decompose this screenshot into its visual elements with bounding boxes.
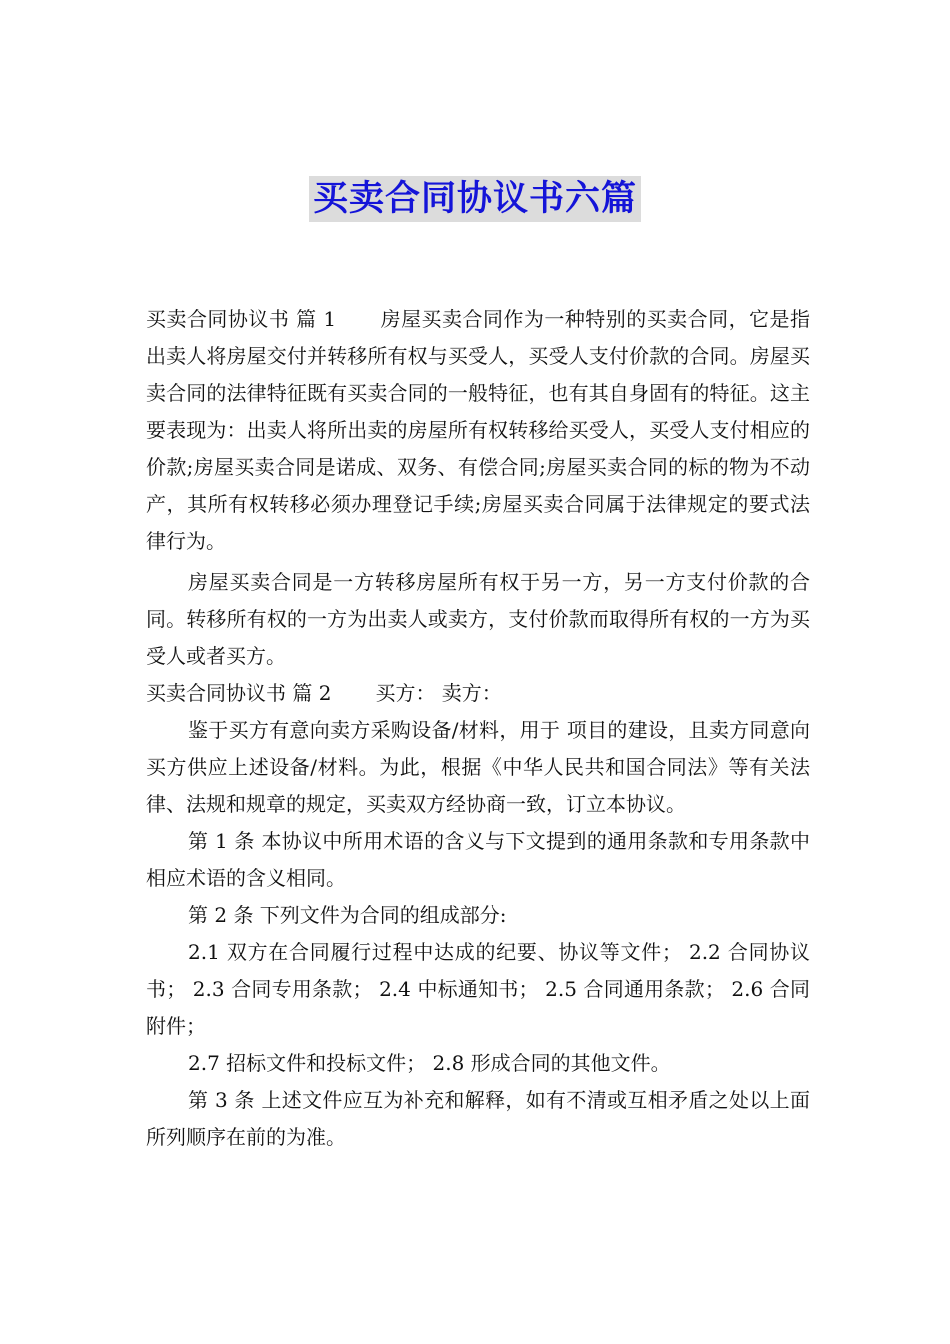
section-2-heading: 买卖合同协议书 篇 2 [146,681,332,705]
section-2-heading-line [146,675,810,712]
section-2-items-list-1: 2.1 双方在合同履行过程中达成的纪要、协议等文件； 2.2 合同协议书； 2.3 合同专用条款； 2.4 中标通知书； 2.5 合同通用条款； 2.6 合同附件； [146,940,810,1038]
section-1-heading: 买卖合同协议书 篇 1 [146,307,337,331]
section-2-paragraph-1: 鉴于买方有意向卖方采购设备/材料，用于 项目的建设，且卖方同意向买方供应上述设备/材料。为此，根据《中华人民共和国合同法》等有关法律、法规和规章的规定，买卖双方经协商一致，订立本协议。 [146,718,810,816]
section-1-paragraph-2: 房屋买卖合同是一方转移房屋所有权于另一方，另一方支付价款的合同。转移所有权的一方为出卖人或卖方，支付价款而取得所有权的一方为买受人或者买方。 [146,570,810,668]
section-2-article-1: 第 1 条 本协议中所用术语的含义与下文提到的通用条款和专用条款中相应术语的含义相同。 [146,829,810,890]
section-1-lead-text: 房屋买卖合同作为一种特别的买卖合同，它是指出卖人将房屋交付并转移所有权与买受人，买受人支付价款的合同。房屋买卖合同的法律特征既有买卖合同的一般特征，也有其自身固有的特征。这主要表现为：出卖人将所出卖的房屋所有权转移给买受人，买受人支付相应的价款;房屋买卖合同是诺成、双务、有偿合同;房屋买卖合同的标的物为不动产，其所有权转移必须办理登记手续;房屋买卖合同属于法律规定的要式法律行为。 [146,307,810,553]
title-container [0,176,950,222]
document-title: 买卖合同协议书六篇 [309,176,641,222]
section-2-article-2: 第 2 条 下列文件为合同的组成部分: [188,903,507,927]
section-1-paragraph-1 [146,301,810,560]
section-2-article-3: 第 3 条 上述文件应互为补充和解释，如有不清或互相矛盾之处以上面所列顺序在前的为准。 [146,1088,810,1149]
section-2-items-list-2: 2.7 招标文件和投标文件； 2.8 形成合同的其他文件。 [188,1051,671,1075]
section-2-parties: 买方： 卖方： [375,681,502,705]
document-body [146,301,810,1156]
